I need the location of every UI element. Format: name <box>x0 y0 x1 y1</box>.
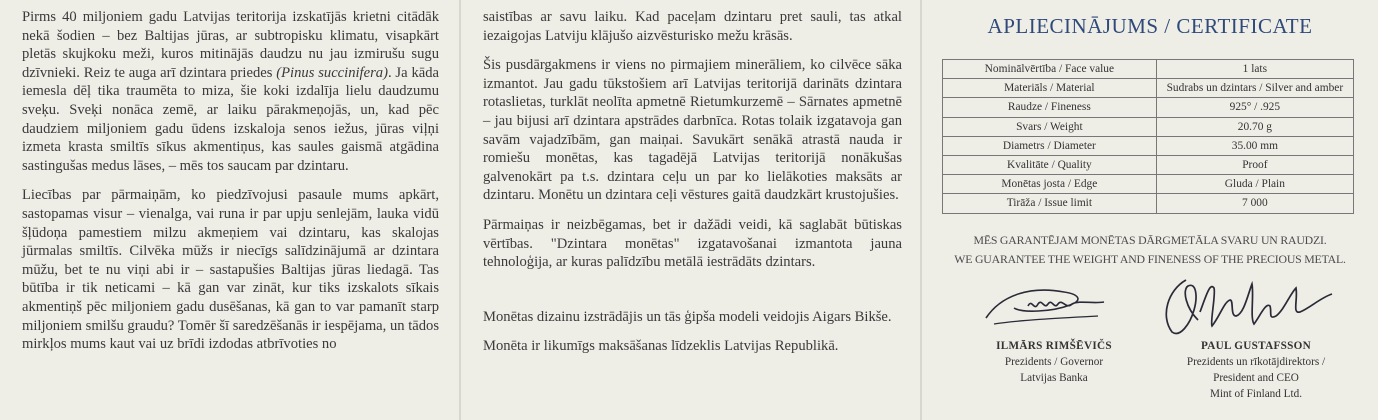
signer-organization: Mint of Finland Ltd. <box>1210 388 1302 400</box>
spec-label: Monētas josta / Edge <box>943 175 1157 194</box>
text-span: . Ja kāda iemesla dēļ tika traumēta to miza, šie koki izdalīja lielu daudzumu sveķu. Sveķi nonāca zemē, ar laiku pārakmeņojās, un, kad pēc daudziem miljoniem gadu ūdens izskaloja senos iežus, jūras viļņi izmeta krasta smiltīs sīkus akmentiņus, kas saules gaismā atgādina sastingušas medus lāses, – mēs tos saucam par dzintaru. <box>22 64 439 174</box>
spec-label: Svars / Weight <box>943 117 1157 136</box>
spec-value: 35.00 mm <box>1156 136 1353 155</box>
paragraph-amber-origin <box>22 8 439 175</box>
spec-label: Kvalitāte / Quality <box>943 155 1157 174</box>
certificate-title: APLIECINĀJUMS / CERTIFICATE <box>987 14 1313 38</box>
paragraph-legal-tender: Monēta ir likumīgs maksāšanas līdzeklis Latvijas Republikā. <box>483 338 839 355</box>
guarantee-english: WE GUARANTEE THE WEIGHT AND FINENESS OF THE PRECIOUS METAL. <box>954 252 1346 266</box>
specification-table <box>942 59 1354 214</box>
signer-title-english: President and CEO <box>1213 372 1299 384</box>
spec-value: 7 000 <box>1156 194 1353 213</box>
signer-title: Prezidents un rīkotājdirektors / <box>1186 356 1326 368</box>
spec-value: Sudrabs un dzintars / Silver and amber <box>1156 79 1353 98</box>
paragraph-mineral: Šis pusdārgakmens ir viens no pirmajiem minerāliem, ko cilvēce sāka izmantot. Jau gadu tūkstošiem arī Latvijas teritorijā darināts dzintara rotaslietas, turklāt neolīta apmetnē Rietumkurzemē – Sārnates apmetnē – jau bijusi arī dzintara apstrādes darbnīca. Rotas tolaik izgatavoja gan savām vajadzībām, gan maiņai. Savukārt senākā atrastā nauda ir romiešu monētas, kas tagadējā Latvijas teritorijā nonākušas galvenokārt pa t.s. dzintara ceļu un par ko lielākoties maksāts ar dzintaru. Monētu un dzintara ceļi vēstures gaitā daudzkārt krustojušies. <box>483 57 902 204</box>
signer-organization: Latvijas Banka <box>1020 372 1088 384</box>
spec-value: 1 lats <box>1156 60 1353 79</box>
paragraph-designer: Monētas dizainu izstrādājis un tās ģipša modeli veidojis Aigars Bikše. <box>483 308 892 325</box>
text-span: Pirms 40 miljoniem gadu Latvijas teritorija izskatījās krietni citādāk nekā šodien – bez Baltijas jūras, ar subtropisku klimatu, visapkārt pletās skujkoku meži, kuros mitinājās daudzu nu jau izmirušu sugu dzīvnieki. Reiz te auga arī dzintara priedes <box>22 9 439 81</box>
guarantee-latvian: MĒS GARANTĒJAM MONĒTAS DĀRGMETĀLA SVARU UN RAUDZI. <box>973 233 1327 247</box>
certificate-column <box>922 0 1378 420</box>
table-row <box>943 79 1354 98</box>
paragraph-changes: Liecības par pārmaiņām, ko piedzīvojusi pasaule mums apkārt, sastopamas visur – vienalga, vai runa ir par upju senlejām, lauka vidū šļūdoņa pamestiem milzu akmeņiem vai dzintaru, kas skalojas jūrmalas smiltīs. Cilvēka mūžs ir niecīgs salīdzinājumā ar dzintara mūžu, bet te nu viņi abi ir – sastapušies Baltijas jūras liedagā. Tas būtība ir tik neticami – kā gan var zināt, kur tiks izskalots sīkais akmentiņš pēc miljoniem gadu dusēšanas, kā gan to var pamanīt starp miljoniem smilšu graudu? Tomēr šī saredzēšanās ir iespējama, un tādos mirkļos mums kaut vai uz brīdi izdodas atbrīvoties no <box>22 187 439 353</box>
table-row <box>943 117 1354 136</box>
table-row <box>943 98 1354 117</box>
table-row <box>943 60 1354 79</box>
spec-value: 925° / .925 <box>1156 98 1353 117</box>
signature-rimsevics <box>980 272 1110 334</box>
signer-title: Prezidents / Governor <box>1004 356 1104 368</box>
table-row <box>943 155 1354 174</box>
spec-label: Raudze / Fineness <box>943 98 1157 117</box>
spec-label: Nominālvērtība / Face value <box>943 60 1157 79</box>
table-row <box>943 136 1354 155</box>
spec-label: Tirāža / Issue limit <box>943 194 1157 213</box>
table-row <box>943 175 1354 194</box>
table-row <box>943 194 1354 213</box>
signature-gustafsson <box>1150 272 1350 340</box>
paragraph-technology: Pārmaiņas ir neizbēgamas, bet ir dažādi veidi, kā saglabāt būtiskas vērtības. "Dzintara monētas" izgatavošanai izmantota jauna tehnoloģija, ar kuras palīdzību metālā iestrādāts dzintars. <box>483 216 902 271</box>
spec-value: Gluda / Plain <box>1156 175 1353 194</box>
coin-text-column <box>461 0 920 420</box>
signer-rimsevics <box>944 338 1164 386</box>
spec-value: Proof <box>1156 155 1353 174</box>
signer-name: PAUL GUSTAFSSON <box>1200 340 1312 352</box>
spec-label: Diametrs / Diameter <box>943 136 1157 155</box>
latin-name: (Pinus succinifera) <box>276 64 388 81</box>
spec-label: Materiāls / Material <box>943 79 1157 98</box>
signer-gustafsson <box>1146 338 1366 402</box>
history-text-column <box>0 0 459 420</box>
spec-value: 20.70 g <box>1156 117 1353 136</box>
paragraph-continuation: saistības ar savu laiku. Kad paceļam dzintaru pret sauli, tas atkal iezaigojas Latviju klājušo aizvēsturisko mežu krāsās. <box>483 9 902 44</box>
signer-name: ILMĀRS RIMŠĒVIČS <box>996 340 1112 352</box>
